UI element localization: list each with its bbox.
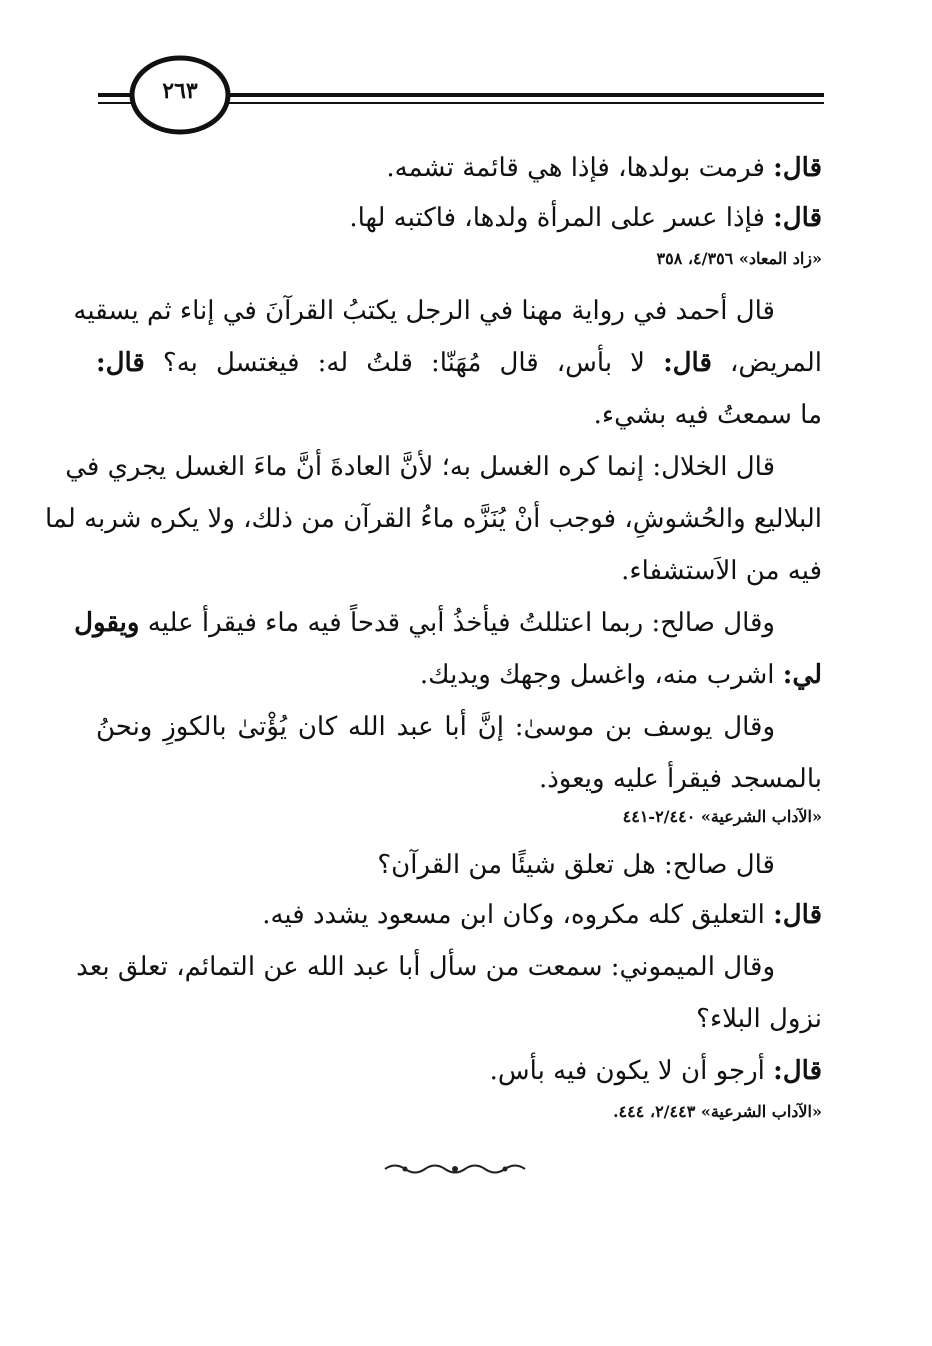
- line-text: لا بأس، قال مُهَنّا: قلتُ له: فيغتسل به؟: [144, 348, 664, 378]
- page-header: [0, 0, 932, 140]
- line-text: اشرب منه، واغسل وجهك ويديك.: [419, 660, 783, 690]
- source-citation: «زاد المعاد» ٤/٣٥٦، ٣٥٨: [656, 249, 822, 268]
- text-line: [349, 198, 822, 238]
- text-line: [490, 1051, 822, 1091]
- line-text: المريض،: [711, 348, 822, 378]
- line-text: التعليق كله مكروه، وكان ابن مسعود يشدد فيه.: [262, 900, 774, 930]
- text-line: وقال يوسف بن موسىٰ: إنَّ أبا عبد الله كان يُؤْتىٰ بالكوزِ ونحنُ: [96, 712, 775, 742]
- text-line: [74, 603, 775, 643]
- text-line: نزول البلاء؟: [696, 1004, 822, 1034]
- text-line: فيه من الاَستشفاء.: [621, 556, 822, 586]
- line-text: فرمت بولدها، فإذا هي قائمة تشمه.: [386, 153, 774, 183]
- text-line: ما سمعتُ فيه بشيء.: [593, 400, 822, 430]
- text-line: بالمسجد فيقرأ عليه ويعوذ.: [538, 764, 822, 794]
- section-end-ornament: [380, 1160, 530, 1178]
- text-line: قال أحمد في رواية مهنا في الرجل يكتبُ القرآنَ في إناء ثم يسقيه: [73, 296, 775, 326]
- speaker-label: قال:: [773, 153, 822, 183]
- text-line: [96, 343, 822, 383]
- text-line: [420, 655, 822, 695]
- header-rule: [0, 0, 932, 140]
- text-line: البلاليع والحُشوشِ، فوجب أنْ يُنَزَّه ماءُ القرآن من ذلك، ولا يكره شربه لما: [44, 504, 822, 534]
- text-line: [386, 148, 822, 188]
- speaker-label: قال:: [773, 900, 822, 930]
- line-text: وقال صالح: ربما اعتللتُ فيأخذُ أبي قدحاً فيه ماء فيقرأ عليه: [139, 608, 775, 638]
- page-number: ٢٦٣: [162, 78, 198, 104]
- speaker-label: قال:: [773, 203, 822, 233]
- speaker-label: ويقول: [74, 608, 140, 638]
- line-text: أرجو أن لا يكون فيه بأس.: [489, 1056, 774, 1086]
- speaker-label: قال:: [96, 348, 145, 378]
- speaker-label: قال:: [663, 348, 712, 378]
- source-citation: «الآداب الشرعية» ٢/٤٤٣، ٤٤٤.: [612, 1102, 822, 1121]
- text-line: [262, 895, 822, 935]
- speaker-label: قال:: [773, 1056, 822, 1086]
- text-line: قال الخلال: إنما كره الغسل به؛ لأنَّ العادةَ أنَّ ماءَ الغسل يجري في: [65, 452, 775, 482]
- line-text: فإذا عسر على المرأة ولدها، فاكتبه لها.: [349, 203, 774, 233]
- speaker-label: لي:: [782, 660, 822, 690]
- text-line: قال صالح: هل تعلق شيئًا من القرآن؟: [377, 850, 775, 880]
- source-citation: «الآداب الشرعية» ٢/٤٤٠-٤٤١: [622, 807, 822, 826]
- text-line: وقال الميموني: سمعت من سأل أبا عبد الله عن التمائم، تعلق بعد: [76, 952, 775, 982]
